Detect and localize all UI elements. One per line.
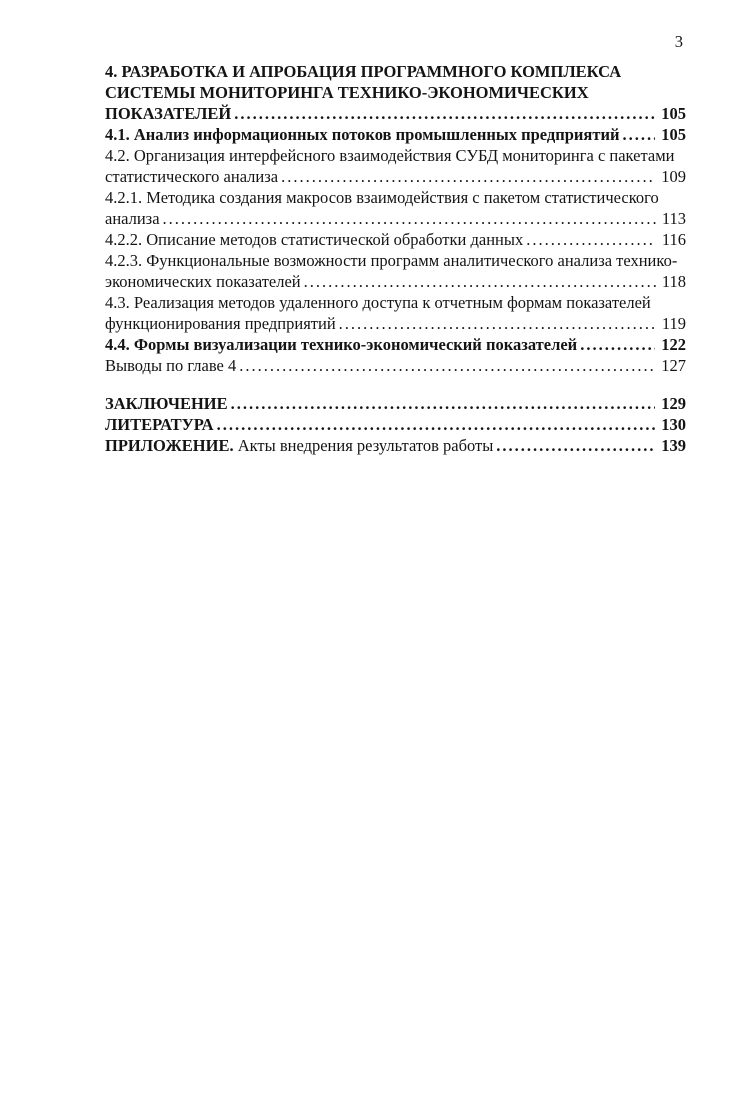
toc-entry-label: 4.2.2. Описание методов статистической обработки данных — [105, 230, 524, 249]
toc-entry — [105, 145, 686, 187]
toc-entry-label: 4.2. Организация интерфейсного взаимодействия СУБД мониторинга с пакетами статистического анализа — [105, 146, 675, 186]
toc-entry-label: 4. РАЗРАБОТКА И АПРОБАЦИЯ ПРОГРАММНОГО КОМПЛЕКСА СИСТЕМЫ МОНИТОРИНГА ТЕХНИКО-ЭКОНОМИЧЕСКИХ ПОКАЗАТЕЛЕЙ — [105, 62, 622, 123]
toc-entry-page: 129 — [655, 393, 686, 414]
toc-entry-label: Выводы по главе 4 — [105, 356, 237, 375]
toc-entry — [105, 414, 686, 435]
toc-entry — [105, 250, 686, 292]
toc-entry-appendix — [105, 435, 686, 456]
toc-entry-page: 118 — [656, 271, 686, 292]
table-of-contents — [105, 61, 686, 456]
toc-entry-label: ЛИТЕРАТУРА — [105, 415, 214, 434]
toc-entry — [105, 393, 686, 414]
toc-entry-label: 4.3. Реализация методов удаленного доступа к отчетным формам показателей функционирования предприятий — [105, 293, 651, 333]
toc-entry — [105, 187, 686, 229]
toc-entry-page: 130 — [655, 414, 686, 435]
toc-entry-page: 122 — [655, 334, 686, 355]
toc-entry-label-bold: ПРИЛОЖЕНИЕ. — [105, 436, 234, 455]
toc-entry — [105, 124, 686, 145]
toc-entry-page: 113 — [656, 208, 686, 229]
toc-entry-label: 4.1. Анализ информационных потоков промышленных предприятий — [105, 125, 620, 144]
toc-entry — [105, 334, 686, 355]
toc-entry — [105, 61, 686, 124]
toc-entry-page: 119 — [656, 313, 686, 334]
toc-entry-label: ЗАКЛЮЧЕНИЕ — [105, 394, 228, 413]
toc-entry — [105, 292, 686, 334]
toc-entry-page: 105 — [655, 103, 686, 124]
toc-entry-label: Акты внедрения результатов работы — [237, 436, 494, 455]
toc-entry-page: 139 — [655, 435, 686, 456]
toc-entry-label: 4.2.3. Функциональные возможности программ аналитического анализа технико-экономических показателей — [105, 251, 678, 291]
toc-entry-label: 4.4. Формы визуализации технико-экономический показателей — [105, 335, 578, 354]
toc-entry — [105, 229, 686, 250]
toc-entry-page: 127 — [655, 355, 686, 376]
toc-entry-page: 116 — [656, 229, 686, 250]
toc-entry-page: 105 — [655, 124, 686, 145]
toc-entry-page: 109 — [655, 166, 686, 187]
toc-entry — [105, 355, 686, 376]
page-number: 3 — [674, 32, 683, 51]
toc-entry-label: 4.2.1. Методика создания макросов взаимодействия с пакетом статистического анализа — [105, 188, 659, 228]
